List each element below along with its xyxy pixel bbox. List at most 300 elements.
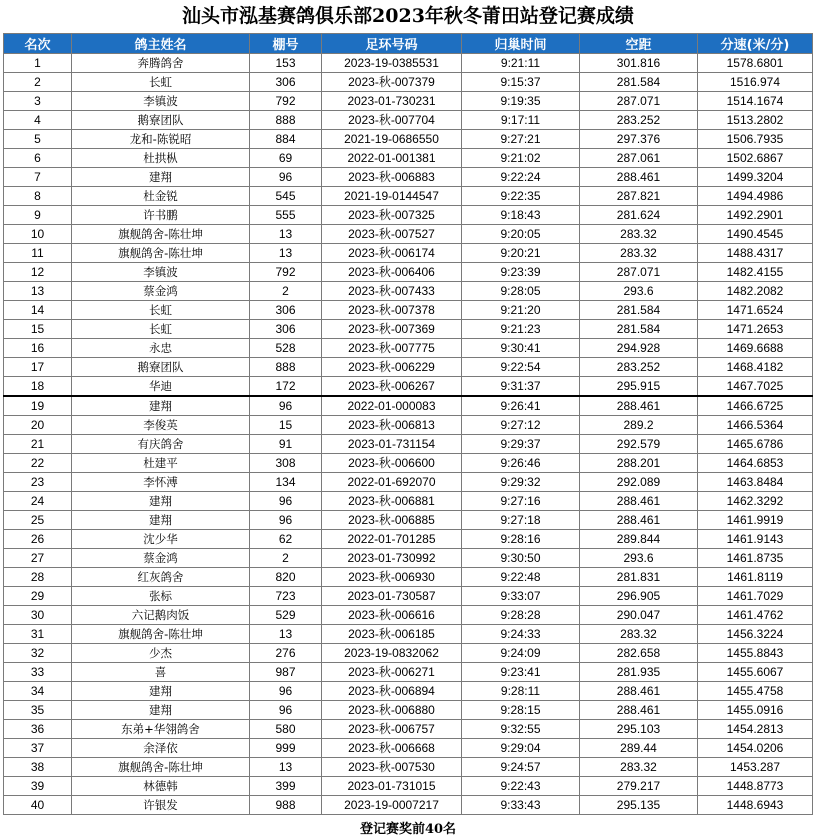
arrival-cell: 9:21:11 (462, 54, 580, 73)
speed-cell: 1456.3224 (698, 625, 813, 644)
rank-cell: 6 (4, 149, 72, 168)
arrival-cell: 9:30:41 (462, 339, 580, 358)
distance-cell: 283.252 (580, 111, 698, 130)
ring-cell: 2023-秋-006616 (322, 606, 462, 625)
arrival-cell: 9:21:02 (462, 149, 580, 168)
owner-cell: 旗舰鸽舍-陈壮坤 (72, 225, 250, 244)
speed-cell: 1488.4317 (698, 244, 813, 263)
rank-cell: 24 (4, 492, 72, 511)
table-row (4, 225, 813, 244)
table-row (4, 777, 813, 796)
table-row (4, 339, 813, 358)
ring-cell: 2023-01-730231 (322, 92, 462, 111)
distance-cell: 281.584 (580, 320, 698, 339)
distance-cell: 281.935 (580, 663, 698, 682)
ring-cell: 2022-01-692070 (322, 473, 462, 492)
distance-cell: 288.461 (580, 682, 698, 701)
speed-cell: 1454.0206 (698, 739, 813, 758)
speed-cell: 1463.8484 (698, 473, 813, 492)
rank-cell: 37 (4, 739, 72, 758)
distance-cell: 283.252 (580, 358, 698, 377)
owner-cell: 张标 (72, 587, 250, 606)
distance-cell: 293.6 (580, 282, 698, 301)
owner-cell: 许银发 (72, 796, 250, 815)
ring-cell: 2023-01-731015 (322, 777, 462, 796)
owner-cell: 华迪 (72, 377, 250, 397)
owner-cell: 蔡金鸿 (72, 549, 250, 568)
ring-cell: 2023-秋-006883 (322, 168, 462, 187)
rank-cell: 9 (4, 206, 72, 225)
distance-cell: 288.201 (580, 454, 698, 473)
ring-cell: 2023-01-730587 (322, 587, 462, 606)
ring-cell: 2023-秋-007379 (322, 73, 462, 92)
arrival-cell: 9:24:33 (462, 625, 580, 644)
owner-cell: 建翔 (72, 396, 250, 416)
owner-cell: 李镇波 (72, 263, 250, 282)
table-row (4, 663, 813, 682)
rank-cell: 11 (4, 244, 72, 263)
distance-cell: 287.061 (580, 149, 698, 168)
arrival-cell: 9:31:37 (462, 377, 580, 397)
owner-cell: 少杰 (72, 644, 250, 663)
footer-note: 登记赛奖前40名 (359, 822, 457, 837)
loft-cell: 306 (250, 301, 322, 320)
table-row (4, 454, 813, 473)
table-row (4, 244, 813, 263)
header-loft: 棚号 (250, 34, 322, 54)
speed-cell: 1516.974 (698, 73, 813, 92)
table-row (4, 568, 813, 587)
speed-cell: 1461.8119 (698, 568, 813, 587)
speed-cell: 1455.8843 (698, 644, 813, 663)
rank-cell: 20 (4, 416, 72, 435)
table-row (4, 606, 813, 625)
header-speed: 分速(米/分) (698, 34, 813, 54)
ring-cell: 2023-秋-007378 (322, 301, 462, 320)
header-owner: 鸽主姓名 (72, 34, 250, 54)
arrival-cell: 9:33:07 (462, 587, 580, 606)
owner-cell: 龙和-陈锐昭 (72, 130, 250, 149)
table-row (4, 549, 813, 568)
distance-cell: 294.928 (580, 339, 698, 358)
distance-cell: 288.461 (580, 492, 698, 511)
loft-cell: 888 (250, 111, 322, 130)
ring-cell: 2023-秋-006174 (322, 244, 462, 263)
loft-cell: 96 (250, 492, 322, 511)
speed-cell: 1461.9143 (698, 530, 813, 549)
table-row (4, 358, 813, 377)
owner-cell: 建翔 (72, 682, 250, 701)
loft-cell: 999 (250, 739, 322, 758)
rank-cell: 25 (4, 511, 72, 530)
distance-cell: 283.32 (580, 625, 698, 644)
distance-cell: 292.579 (580, 435, 698, 454)
arrival-cell: 9:17:11 (462, 111, 580, 130)
speed-cell: 1506.7935 (698, 130, 813, 149)
arrival-cell: 9:22:24 (462, 168, 580, 187)
rank-cell: 40 (4, 796, 72, 815)
loft-cell: 276 (250, 644, 322, 663)
arrival-cell: 9:23:41 (462, 663, 580, 682)
owner-cell: 红灰鸽舍 (72, 568, 250, 587)
arrival-cell: 9:21:23 (462, 320, 580, 339)
speed-cell: 1467.7025 (698, 377, 813, 397)
table-row (4, 511, 813, 530)
arrival-cell: 9:22:35 (462, 187, 580, 206)
rank-cell: 31 (4, 625, 72, 644)
loft-cell: 96 (250, 168, 322, 187)
ring-cell: 2023-秋-006271 (322, 663, 462, 682)
table-row (4, 73, 813, 92)
speed-cell: 1455.4758 (698, 682, 813, 701)
ring-cell: 2023-19-0007217 (322, 796, 462, 815)
loft-cell: 2 (250, 549, 322, 568)
loft-cell: 96 (250, 396, 322, 416)
owner-cell: 沈少华 (72, 530, 250, 549)
ring-cell: 2022-01-701285 (322, 530, 462, 549)
distance-cell: 279.217 (580, 777, 698, 796)
owner-cell: 许书鹏 (72, 206, 250, 225)
owner-cell: 林德韩 (72, 777, 250, 796)
speed-cell: 1482.2082 (698, 282, 813, 301)
speed-cell: 1462.3292 (698, 492, 813, 511)
arrival-cell: 9:26:46 (462, 454, 580, 473)
table-row (4, 625, 813, 644)
rank-cell: 27 (4, 549, 72, 568)
speed-cell: 1578.6801 (698, 54, 813, 73)
rank-cell: 5 (4, 130, 72, 149)
distance-cell: 295.135 (580, 796, 698, 815)
distance-cell: 281.584 (580, 301, 698, 320)
table-row (4, 796, 813, 815)
speed-cell: 1455.0916 (698, 701, 813, 720)
results-table (3, 33, 813, 815)
loft-cell: 987 (250, 663, 322, 682)
loft-cell: 529 (250, 606, 322, 625)
arrival-cell: 9:20:05 (462, 225, 580, 244)
loft-cell: 91 (250, 435, 322, 454)
ring-cell: 2023-秋-007433 (322, 282, 462, 301)
table-row (4, 416, 813, 435)
header-arrival: 归巢时间 (462, 34, 580, 54)
speed-cell: 1461.4762 (698, 606, 813, 625)
distance-cell: 281.624 (580, 206, 698, 225)
loft-cell: 96 (250, 701, 322, 720)
owner-cell: 有庆鸽舍 (72, 435, 250, 454)
table-row (4, 301, 813, 320)
speed-cell: 1466.5364 (698, 416, 813, 435)
table-row (4, 587, 813, 606)
header-distance: 空距 (580, 34, 698, 54)
header-ring: 足环号码 (322, 34, 462, 54)
distance-cell: 289.44 (580, 739, 698, 758)
ring-cell: 2022-01-000083 (322, 396, 462, 416)
arrival-cell: 9:33:43 (462, 796, 580, 815)
ring-cell: 2022-01-001381 (322, 149, 462, 168)
loft-cell: 13 (250, 244, 322, 263)
loft-cell: 13 (250, 225, 322, 244)
arrival-cell: 9:29:04 (462, 739, 580, 758)
distance-cell: 297.376 (580, 130, 698, 149)
table-row (4, 54, 813, 73)
ring-cell: 2023-秋-006185 (322, 625, 462, 644)
rank-cell: 10 (4, 225, 72, 244)
ring-cell: 2023-秋-006406 (322, 263, 462, 282)
distance-cell: 295.915 (580, 377, 698, 397)
owner-cell: 旗舰鸽舍-陈壮坤 (72, 758, 250, 777)
distance-cell: 287.071 (580, 92, 698, 111)
table-row (4, 111, 813, 130)
speed-cell: 1461.7029 (698, 587, 813, 606)
rank-cell: 23 (4, 473, 72, 492)
rank-cell: 39 (4, 777, 72, 796)
speed-cell: 1461.8735 (698, 549, 813, 568)
rank-cell: 32 (4, 644, 72, 663)
loft-cell: 988 (250, 796, 322, 815)
speed-cell: 1453.287 (698, 758, 813, 777)
loft-cell: 306 (250, 73, 322, 92)
owner-cell: 永忠 (72, 339, 250, 358)
arrival-cell: 9:28:28 (462, 606, 580, 625)
table-row (4, 492, 813, 511)
speed-cell: 1465.6786 (698, 435, 813, 454)
loft-cell: 2 (250, 282, 322, 301)
owner-cell: 鹅寮团队 (72, 358, 250, 377)
owner-cell: 奔腾鸽舍 (72, 54, 250, 73)
arrival-cell: 9:22:43 (462, 777, 580, 796)
rank-cell: 34 (4, 682, 72, 701)
loft-cell: 96 (250, 682, 322, 701)
owner-cell: 蔡金鸿 (72, 282, 250, 301)
loft-cell: 545 (250, 187, 322, 206)
arrival-cell: 9:28:16 (462, 530, 580, 549)
rank-cell: 33 (4, 663, 72, 682)
distance-cell: 282.658 (580, 644, 698, 663)
rank-cell: 21 (4, 435, 72, 454)
table-row (4, 187, 813, 206)
table-row (4, 263, 813, 282)
table-row (4, 206, 813, 225)
arrival-cell: 9:28:15 (462, 701, 580, 720)
rank-cell: 2 (4, 73, 72, 92)
ring-cell: 2023-秋-007775 (322, 339, 462, 358)
owner-cell: 建翔 (72, 492, 250, 511)
distance-cell: 283.32 (580, 225, 698, 244)
loft-cell: 62 (250, 530, 322, 549)
owner-cell: 鹅寮团队 (72, 111, 250, 130)
rank-cell: 18 (4, 377, 72, 397)
arrival-cell: 9:27:18 (462, 511, 580, 530)
arrival-cell: 9:23:39 (462, 263, 580, 282)
loft-cell: 134 (250, 473, 322, 492)
distance-cell: 295.103 (580, 720, 698, 739)
arrival-cell: 9:21:20 (462, 301, 580, 320)
table-row (4, 530, 813, 549)
loft-cell: 555 (250, 206, 322, 225)
speed-cell: 1513.2802 (698, 111, 813, 130)
ring-cell: 2023-秋-006880 (322, 701, 462, 720)
distance-cell: 288.461 (580, 701, 698, 720)
owner-cell: 六记鹅肉饭 (72, 606, 250, 625)
arrival-cell: 9:29:37 (462, 435, 580, 454)
arrival-cell: 9:19:35 (462, 92, 580, 111)
owner-cell: 杜建平 (72, 454, 250, 473)
distance-cell: 290.047 (580, 606, 698, 625)
speed-cell: 1490.4545 (698, 225, 813, 244)
ring-cell: 2023-秋-006894 (322, 682, 462, 701)
table-row (4, 473, 813, 492)
distance-cell: 293.6 (580, 549, 698, 568)
arrival-cell: 9:28:11 (462, 682, 580, 701)
loft-cell: 528 (250, 339, 322, 358)
speed-cell: 1448.8773 (698, 777, 813, 796)
rank-cell: 3 (4, 92, 72, 111)
arrival-cell: 9:22:48 (462, 568, 580, 587)
speed-cell: 1461.9919 (698, 511, 813, 530)
table-row (4, 320, 813, 339)
ring-cell: 2023-01-731154 (322, 435, 462, 454)
rank-cell: 29 (4, 587, 72, 606)
sheet-title: 汕头市泓基赛鸽俱乐部2023年秋冬莆田站登记赛成绩 (182, 5, 634, 27)
rank-cell: 13 (4, 282, 72, 301)
ring-cell: 2023-秋-006229 (322, 358, 462, 377)
table-row (4, 701, 813, 720)
ring-cell: 2023-秋-007325 (322, 206, 462, 225)
speed-cell: 1482.4155 (698, 263, 813, 282)
rank-cell: 19 (4, 396, 72, 416)
arrival-cell: 9:30:50 (462, 549, 580, 568)
rank-cell: 14 (4, 301, 72, 320)
rank-cell: 26 (4, 530, 72, 549)
speed-cell: 1448.6943 (698, 796, 813, 815)
speed-cell: 1514.1674 (698, 92, 813, 111)
owner-cell: 长虹 (72, 301, 250, 320)
table-row (4, 130, 813, 149)
owner-cell: 旗舰鸽舍-陈壮坤 (72, 244, 250, 263)
loft-cell: 580 (250, 720, 322, 739)
arrival-cell: 9:26:41 (462, 396, 580, 416)
table-row (4, 377, 813, 397)
table-row (4, 149, 813, 168)
arrival-cell: 9:15:37 (462, 73, 580, 92)
ring-cell: 2023-秋-006668 (322, 739, 462, 758)
owner-cell: 旗舰鸽舍-陈壮坤 (72, 625, 250, 644)
loft-cell: 884 (250, 130, 322, 149)
rank-cell: 22 (4, 454, 72, 473)
arrival-cell: 9:27:16 (462, 492, 580, 511)
loft-cell: 723 (250, 587, 322, 606)
loft-cell: 792 (250, 263, 322, 282)
ring-cell: 2023-秋-006267 (322, 377, 462, 397)
table-row (4, 739, 813, 758)
ring-cell: 2021-19-0144547 (322, 187, 462, 206)
loft-cell: 153 (250, 54, 322, 73)
owner-cell: 喜 (72, 663, 250, 682)
owner-cell: 李俊英 (72, 416, 250, 435)
distance-cell: 288.461 (580, 396, 698, 416)
loft-cell: 13 (250, 625, 322, 644)
speed-cell: 1471.6524 (698, 301, 813, 320)
header-rank: 名次 (4, 34, 72, 54)
table-row (4, 435, 813, 454)
table-row (4, 282, 813, 301)
rank-cell: 8 (4, 187, 72, 206)
ring-cell: 2023-秋-006600 (322, 454, 462, 473)
owner-cell: 杜金锐 (72, 187, 250, 206)
owner-cell: 东弟+华翎鸽舍 (72, 720, 250, 739)
owner-cell: 长虹 (72, 73, 250, 92)
arrival-cell: 9:28:05 (462, 282, 580, 301)
speed-cell: 1502.6867 (698, 149, 813, 168)
owner-cell: 余泽依 (72, 739, 250, 758)
distance-cell: 288.461 (580, 511, 698, 530)
speed-cell: 1455.6067 (698, 663, 813, 682)
loft-cell: 888 (250, 358, 322, 377)
rank-cell: 16 (4, 339, 72, 358)
rank-cell: 17 (4, 358, 72, 377)
ring-cell: 2023-秋-007527 (322, 225, 462, 244)
distance-cell: 289.844 (580, 530, 698, 549)
distance-cell: 289.2 (580, 416, 698, 435)
distance-cell: 292.089 (580, 473, 698, 492)
loft-cell: 96 (250, 511, 322, 530)
arrival-cell: 9:24:57 (462, 758, 580, 777)
distance-cell: 296.905 (580, 587, 698, 606)
ring-cell: 2023-19-0832062 (322, 644, 462, 663)
ring-cell: 2023-秋-006881 (322, 492, 462, 511)
ring-cell: 2023-秋-007704 (322, 111, 462, 130)
owner-cell: 长虹 (72, 320, 250, 339)
loft-cell: 820 (250, 568, 322, 587)
owner-cell: 建翔 (72, 511, 250, 530)
loft-cell: 308 (250, 454, 322, 473)
loft-cell: 399 (250, 777, 322, 796)
table-row (4, 396, 813, 416)
owner-cell: 建翔 (72, 168, 250, 187)
rank-cell: 36 (4, 720, 72, 739)
table-row (4, 682, 813, 701)
arrival-cell: 9:22:54 (462, 358, 580, 377)
ring-cell: 2023-19-0385531 (322, 54, 462, 73)
arrival-cell: 9:24:09 (462, 644, 580, 663)
loft-cell: 306 (250, 320, 322, 339)
table-row (4, 644, 813, 663)
rank-cell: 35 (4, 701, 72, 720)
loft-cell: 172 (250, 377, 322, 397)
arrival-cell: 9:27:12 (462, 416, 580, 435)
table-row (4, 168, 813, 187)
rank-cell: 15 (4, 320, 72, 339)
ring-cell: 2023-秋-006885 (322, 511, 462, 530)
header-row (4, 34, 813, 54)
rank-cell: 4 (4, 111, 72, 130)
owner-cell: 李镇波 (72, 92, 250, 111)
speed-cell: 1492.2901 (698, 206, 813, 225)
distance-cell: 281.831 (580, 568, 698, 587)
loft-cell: 13 (250, 758, 322, 777)
table-row (4, 92, 813, 111)
arrival-cell: 9:27:21 (462, 130, 580, 149)
distance-cell: 288.461 (580, 168, 698, 187)
owner-cell: 建翔 (72, 701, 250, 720)
speed-cell: 1464.6853 (698, 454, 813, 473)
rank-cell: 38 (4, 758, 72, 777)
speed-cell: 1454.2813 (698, 720, 813, 739)
arrival-cell: 9:18:43 (462, 206, 580, 225)
ring-cell: 2023-秋-006930 (322, 568, 462, 587)
ring-cell: 2023-秋-006757 (322, 720, 462, 739)
rank-cell: 7 (4, 168, 72, 187)
